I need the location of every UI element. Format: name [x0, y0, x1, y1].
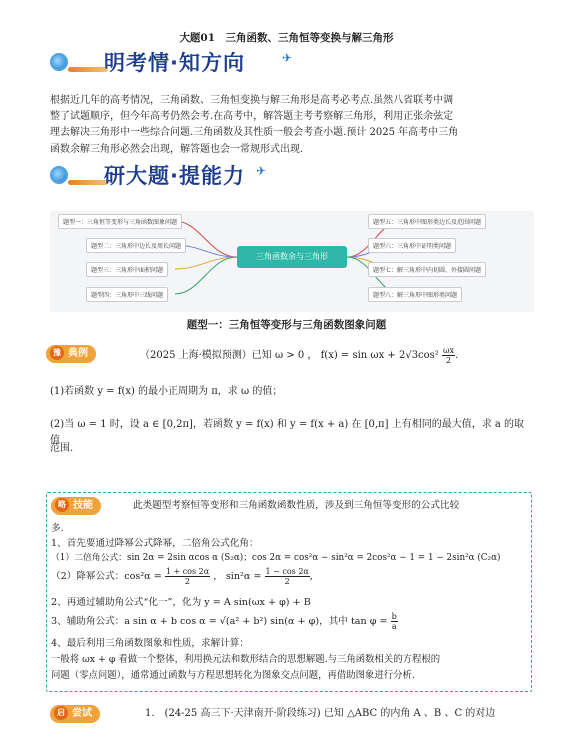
- practice-tag-label: 尝试: [72, 708, 92, 719]
- intro-paragraph: [50, 93, 532, 158]
- banner-stripe: [68, 180, 108, 185]
- example-question-2-cont: 范围.: [50, 443, 74, 454]
- paper-plane-icon: ✈: [282, 51, 293, 65]
- fraction-numerator: 1 − cos 2α: [265, 567, 309, 576]
- mind-map-node: 题型四：三角形中三线问题: [86, 287, 168, 302]
- fraction-denominator: 2: [445, 356, 452, 365]
- globe-icon: [50, 166, 68, 184]
- intro-line: 函数余解三角形必然会出现，解答题也会一常规形式出现.: [50, 143, 304, 155]
- banner-stripe: [68, 67, 108, 72]
- tips-step-1b-text: ， sin²α =: [213, 571, 262, 582]
- fraction-denominator: a: [391, 622, 397, 631]
- example-question-1: (1)若函数 y = f(x) 的最小正周期为 π，求 ω 的值；: [50, 386, 283, 397]
- globe-icon: [50, 53, 68, 71]
- tips-step-1b-text: （2）降幂公式：cos²α =: [51, 571, 162, 582]
- tips-tag-label: 技能: [73, 500, 93, 511]
- tips-step-2: 2、再通过辅助角公式“化一”，化为 y = A sin(ωx + φ) + B: [51, 597, 311, 608]
- example-stem-text: （2025 上海·模拟预测）已知 ω > 0 ， f(x) = sin ωx + 2√3cos²: [140, 350, 439, 361]
- mind-map-node: 题型二：三角形中边长及周长问题: [86, 238, 186, 253]
- fraction-denominator: 2: [184, 577, 191, 586]
- tips-step-1b-text: ,: [309, 571, 313, 582]
- section-title: 题型一：三角恒等变形与三角函数图象问题: [186, 319, 387, 331]
- paper-plane-icon: ✈: [256, 164, 267, 178]
- page-title: 大题01 三角函数、三角恒等变换与解三角形: [179, 32, 394, 44]
- mind-map-node: 题型八：解三角形中图形类问题: [368, 287, 462, 302]
- tips-step-3: [51, 612, 398, 631]
- tips-step-3-text: 3、辅助角公式：a sin α + b cos α = √(a² + b²) sin(α + φ)，其中 tan φ =: [51, 616, 388, 627]
- mind-map-node: 题型六：三角形中证明类问题: [368, 238, 456, 253]
- tips-tag: [51, 497, 101, 515]
- fraction: [391, 612, 398, 631]
- section-banner-1: [46, 47, 306, 81]
- tips-step-1a: （1）二倍角公式：sin 2α = 2sin αcos α (S₂α)；cos 2α = cos²α − sin²α = 2cos²α − 1 = 1 − 2sin²α (C₂α): [51, 553, 501, 563]
- fraction-numerator: 1 + cos 2α: [165, 567, 210, 576]
- tips-step-1b: [51, 567, 313, 586]
- example-question-2: (2)当 ω = 1 时，设 a ∈ [0,2π]，若函数 y = f(x) 和 y = f(x + a) 在 [0,π] 上有相同的最大值，求 a 的取值: [50, 419, 525, 446]
- mind-map-node: 题型五：三角形中图形类边长及范围问题: [368, 214, 486, 229]
- intro-line: 根据近几年的高考情况，三角函数、三角恒变换与解三角形是高考必考点.虽然八省联考中调: [50, 95, 454, 106]
- tips-intro: 此类题型考察恒等变形和三角函数函数性质，涉及到三角恒等变形的公式比较: [133, 500, 460, 511]
- intro-line: 整了试题顺序，但今年高考仍然会考.在高考中，解答题主考考察解三角形，利用正张余弦定: [50, 111, 454, 123]
- tips-step-4: 4、最后利用三角函数图象和性质，求解计算：: [51, 638, 249, 649]
- mind-map-node: 题型七：解三角形中内切圆、外接圆问题: [368, 262, 486, 277]
- section-banner-2: [46, 160, 306, 194]
- fraction-numerator: b: [391, 612, 397, 621]
- example-stem: （2025 上海·模拟预测）已知 ω > 0 ， f(x) = sin ωx + 2√3cos² $\frac{\omega x}{2}$ .: [140, 346, 459, 365]
- fraction: [165, 567, 210, 586]
- tips-box: [46, 492, 532, 692]
- example-tag-label: 典例: [68, 348, 88, 359]
- example-tag: [46, 345, 96, 363]
- mind-map-node: 题型三：三角形中面积问题: [86, 262, 168, 277]
- fraction: [265, 567, 310, 586]
- seal-icon: 略: [55, 498, 69, 512]
- mind-map: [50, 211, 534, 312]
- tips-intro-cont: 多.: [51, 523, 64, 534]
- fraction-numerator: ωx: [443, 346, 455, 355]
- tips-step-4a: 一般将 ωx + φ 看做一个整体，利用换元法和数形结合的思想解题.与三角函数相关的方程根的: [51, 654, 441, 665]
- mind-map-center: 三角函数余与三角形: [237, 246, 347, 268]
- intro-line: 理去解决三角形中一些综合问题.三角函数及其性质一般会考查小题.预计 2025 年高考中三角: [50, 127, 459, 139]
- fraction-denominator: 2: [284, 577, 290, 586]
- mind-map-node: 题型一：三角恒等变形与三角函数图象问题: [58, 214, 182, 229]
- tips-step-1: 1、首先要通过降幂公式降幂，二倍角公式化角：: [51, 538, 259, 549]
- banner-1-text: 明考情·知方向: [104, 51, 245, 75]
- tips-step-4b: 问题（零点问题），通常通过函数与方程思想转化为图象交点问题，再借助图象进行分析.: [51, 670, 415, 681]
- practice-tag: [50, 705, 100, 723]
- fraction: [442, 346, 455, 365]
- seal-icon: 豫: [50, 346, 64, 360]
- practice-question: 1. (24-25 高三下·天津南开·阶段练习) 已知 △ABC 的内角 A 、B 、C 的对边: [145, 708, 496, 719]
- banner-2-text: 研大题·提能力: [104, 164, 245, 188]
- seal-icon: 启: [54, 706, 68, 720]
